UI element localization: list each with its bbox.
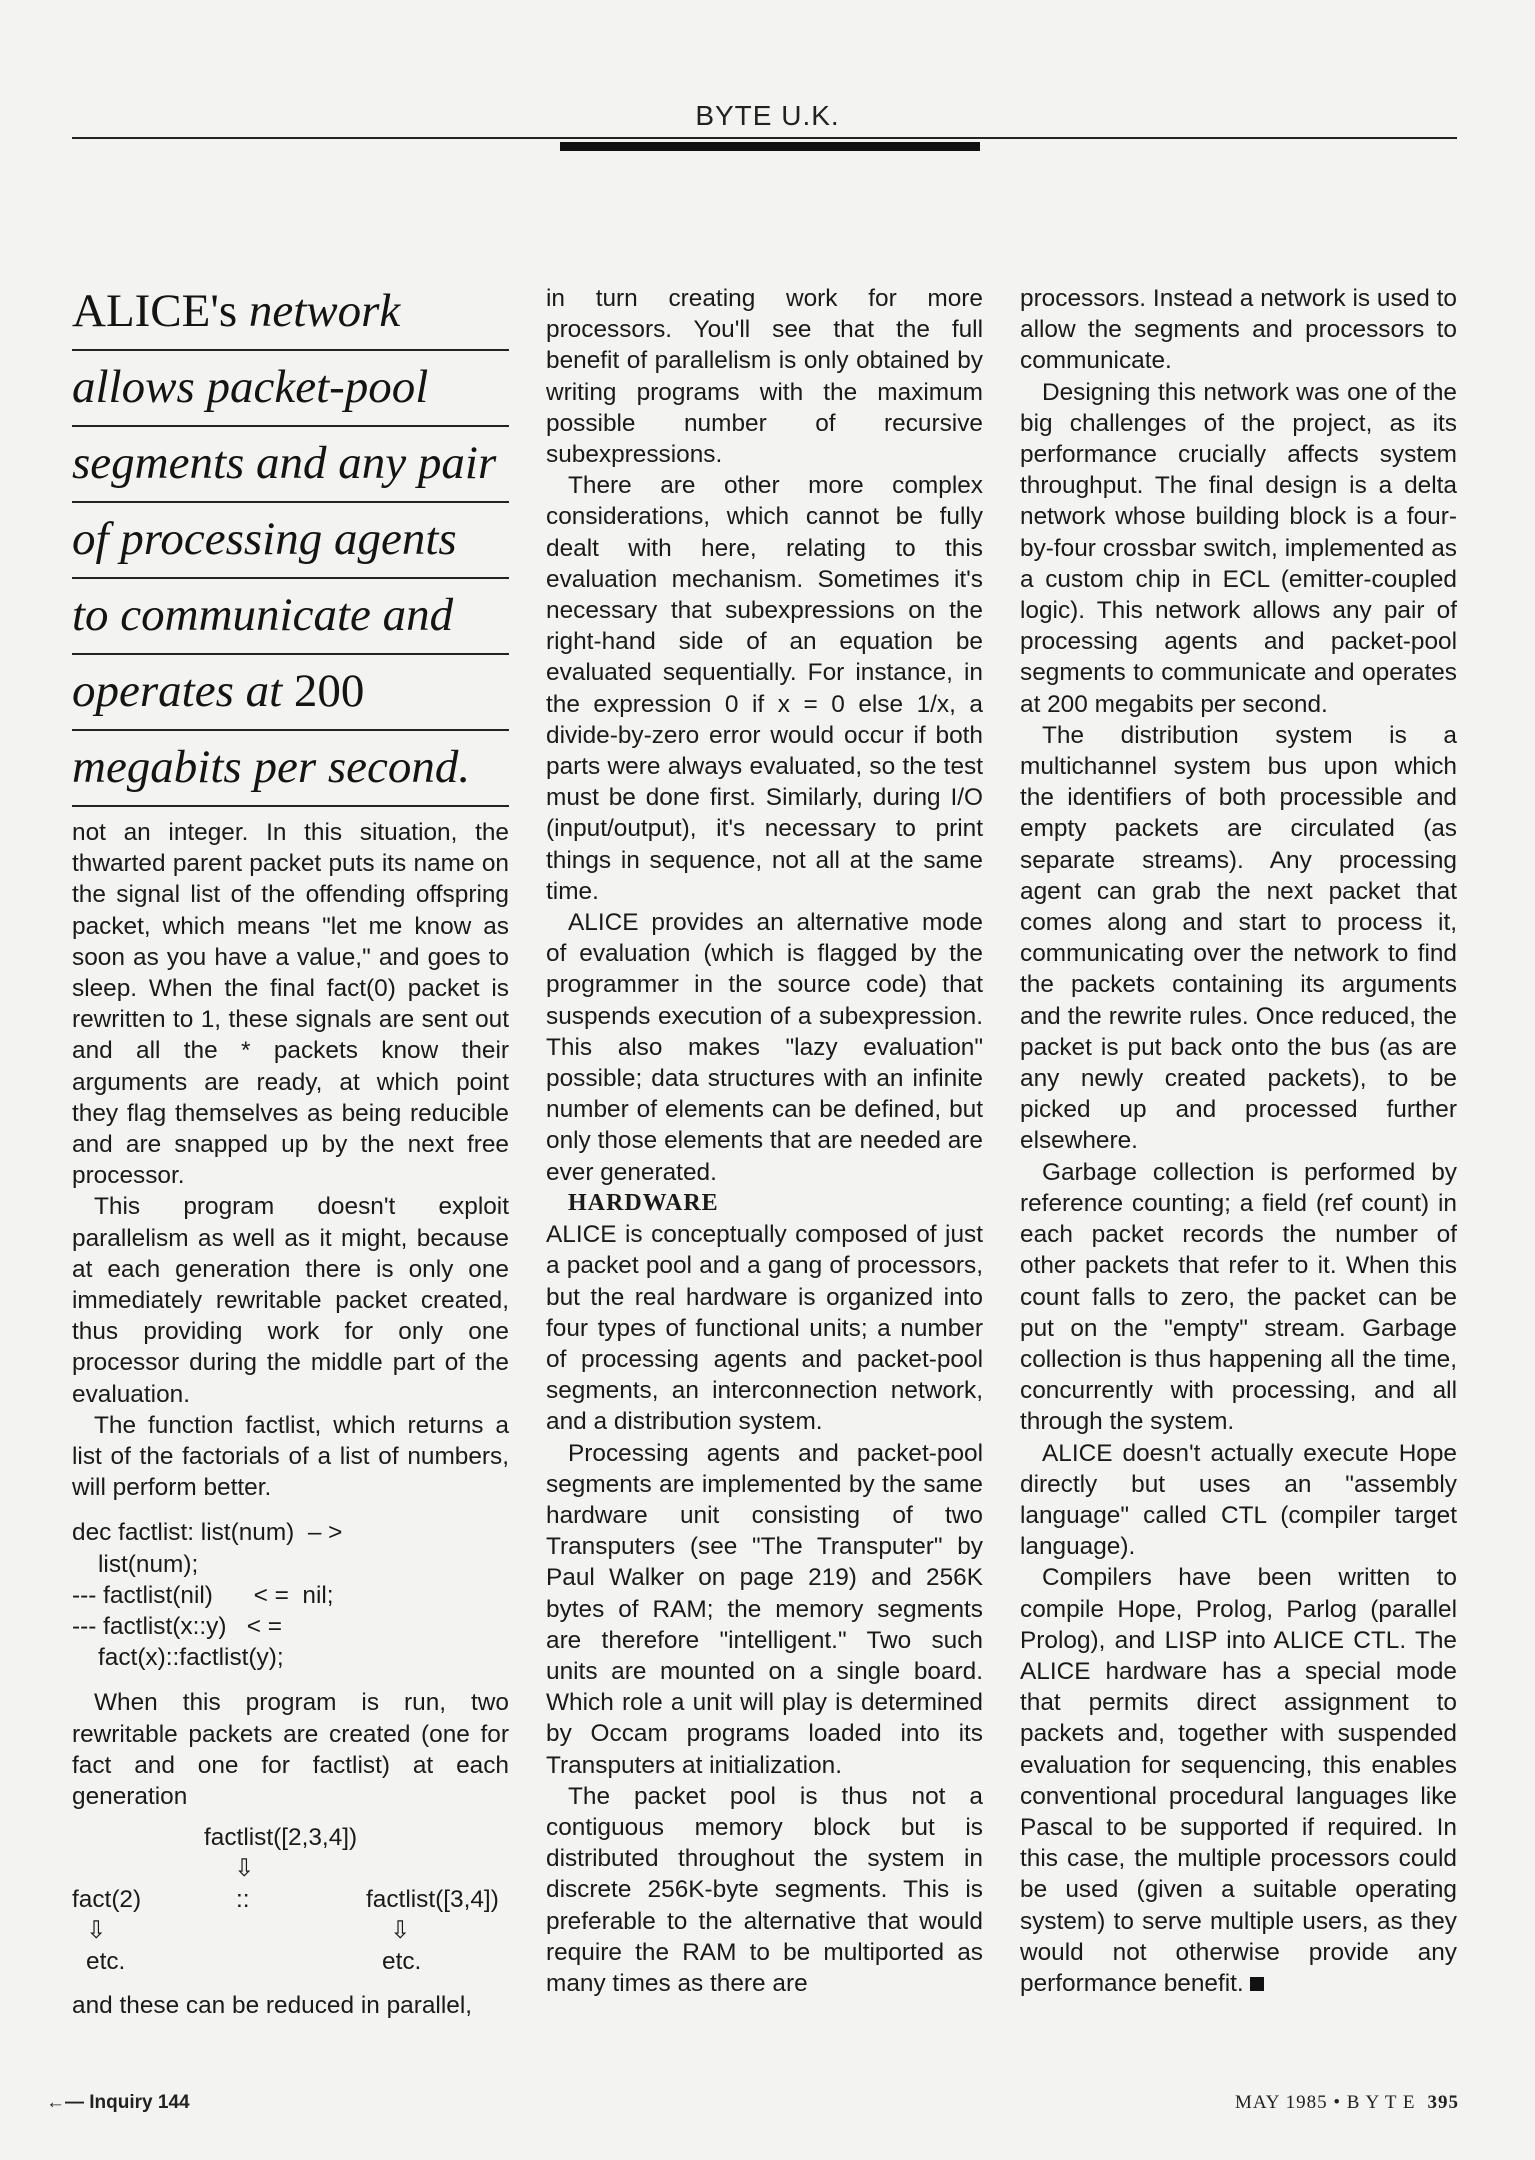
tree-etc: etc. <box>86 1948 126 1976</box>
code-line: --- factlist(nil) < = nil; <box>72 1581 334 1609</box>
page-footer <box>1235 2092 1459 2114</box>
pull-quote-line: allows packet-pool <box>72 359 509 427</box>
down-arrow-icon: ⇩ <box>234 1855 255 1883</box>
column-1 <box>72 283 509 2022</box>
evaluation-tree-diagram <box>72 1822 509 1982</box>
down-arrow-icon: ⇩ <box>390 1917 411 1945</box>
paragraph: The packet pool is thus not a contiguous memory block but is distributed throughout the system in discrete 256K-byte segments. This is preferable to the alternative that would require the RAM to be multiported as many times as there are <box>546 1782 983 1997</box>
code-listing <box>72 1517 509 1673</box>
paragraph: ALICE doesn't actually execute Hope directly but uses an "assembly language" called CTL (compiler target language). <box>1020 1439 1457 1561</box>
pull-quote <box>72 283 509 807</box>
tree-cons-operator: :: <box>236 1886 250 1914</box>
column-2 <box>546 283 983 1999</box>
paragraph: Garbage collection is performed by reference counting; a field (ref count) in each packet records the number of other packets that refer to it. When this count falls to zero, the packet can be put on the "empty" stream. Garbage collection is thus happening all the time, concurrently with processing, and all through the system. <box>1020 1158 1457 1436</box>
code-line: fact(x)::factlist(y); <box>98 1644 284 1672</box>
tree-etc: etc. <box>382 1948 422 1976</box>
code-line: --- factlist(x::y) < = <box>72 1613 283 1641</box>
pull-quote-line: segments and any pair <box>72 435 509 503</box>
paragraph: This program doesn't exploit parallelism as well as it might, because at each generation there is only one immediately rewritable packet created, thus providing work for only one processor during the middle part of the evaluation. <box>72 1193 509 1408</box>
tree-left-node: fact(2) <box>72 1886 142 1914</box>
header-bar <box>560 142 980 151</box>
paragraph: and these can be reduced in parallel, <box>72 1992 473 2020</box>
paragraph: When this program is run, two rewritable packets are created (one for fact and one for factlist) at each generation <box>72 1689 509 1811</box>
code-line: list(num); <box>98 1550 199 1578</box>
pull-quote-line: megabits per second. <box>72 739 509 807</box>
page-number: 395 <box>1427 2092 1459 2113</box>
pull-quote-line: operates at 200 <box>72 663 509 731</box>
pull-quote-line: of processing agents <box>72 511 509 579</box>
down-arrow-icon: ⇩ <box>86 1917 107 1945</box>
tree-root: factlist([2,3,4]) <box>204 1824 358 1852</box>
issue-date: MAY 1985 • B Y T E <box>1234 2092 1416 2113</box>
pull-quote-line: ALICE's network <box>72 283 509 351</box>
inquiry-reference: ←— Inquiry 144 <box>46 2092 190 2113</box>
paragraph: processors. Instead a network is used to allow the segments and processors to communicate. <box>1020 285 1457 375</box>
paragraph: The distribution system is a multichannel system bus upon which the identifiers of both processible and empty packets are circulated (as separate streams). Any processing agent can grab the next packet that comes along and start to process it, communicating over the network to find the packets containing its arguments and the rewrite rules. Once reduced, the packet is put back onto the bus (as are any newly created packets), to be picked up and processed further elsewhere. <box>1020 721 1457 1155</box>
paragraph: Compilers have been written to compile Hope, Prolog, Parlog (parallel Prolog), and LISP into ALICE CTL. The ALICE hardware has a special mode that permits direct assignment to packets and, together with suspended evaluation for sequencing, this enables conventional procedural languages like Pascal to be supported if required. In this case, the multiple processors could be used (given a suitable operating system) to serve multiple users, as they would not otherwise provide any performance benefit. <box>1020 1564 1457 1997</box>
section-heading: HARDWARE <box>568 1189 719 1216</box>
paragraph: ALICE is conceptually composed of just a packet pool and a gang of processors, but the real hardware is organized into four types of functional units; a number of processing agents and packet-pool segments, an interconnection network, and a distribution system. <box>546 1221 983 1436</box>
header-rule <box>72 137 1457 139</box>
paragraph: Processing agents and packet-pool segments are implemented by the same hardware unit consisting of two Transputers (see "The Transputer" by Paul Walker on page 219) and 256K bytes of RAM; the memory segments are therefore "intelligent." Two such units are mounted on a single board. Which role a unit will play is determined by Occam programs loaded into its Transputers at initialization. <box>546 1439 983 1779</box>
paragraph: Designing this network was one of the big challenges of the project, as its performance crucially affects system throughput. The final design is a delta network whose building block is a four-by-four crossbar switch, implemented as a custom chip in ECL (emitter-coupled logic). This network allows any pair of processing agents and packet-pool segments to communicate and operates at 200 megabits per second. <box>1020 378 1457 718</box>
paragraph: The function factlist, which returns a list of the factorials of a list of numbers, will perform better. <box>72 1411 509 1502</box>
pull-quote-line: to communicate and <box>72 587 509 655</box>
tree-right-node: factlist([3,4]) <box>366 1886 499 1914</box>
paragraph: There are other more complex considerations, which cannot be fully dealt with here, relating to this evaluation mechanism. Sometimes it's necessary that subexpressions on the right-hand side of an equation be evaluated sequentially. For instance, in the expression 0 if x = 0 else 1/x, a divide-by-zero error would occur if both parts were always evaluated, so the test must be done first. Similarly, during I/O (input/output), it's necessary to print things in sequence, not all at the same time. <box>546 472 983 905</box>
paragraph: in turn creating work for more processors. You'll see that the full benefit of parallelism is only obtained by writing programs with the maximum possible number of recursive subexpressions. <box>546 285 983 469</box>
paragraph: ALICE provides an alternative mode of evaluation (which is flagged by the programmer in the source code) that suspends execution of a subexpression. This also makes "lazy evaluation" possible; data structures with an infinite number of elements can be defined, but only those elements that are needed are ever generated. <box>546 909 983 1186</box>
running-header: BYTE U.K. <box>695 100 840 131</box>
column-3 <box>1020 283 1457 1999</box>
paragraph: not an integer. In this situation, the thwarted parent packet puts its name on the signal list of the offending offspring packet, which means "let me know as soon as you have a value," and goes to sleep. When the final fact(0) packet is rewritten to 1, these signals are sent out and all the * packets know their arguments are ready, at which point they flag themselves as being reducible and are snapped up by the next free processor. <box>72 819 509 1190</box>
code-line: dec factlist: list(num) – > <box>72 1519 343 1547</box>
end-mark-icon <box>1250 1977 1264 1991</box>
